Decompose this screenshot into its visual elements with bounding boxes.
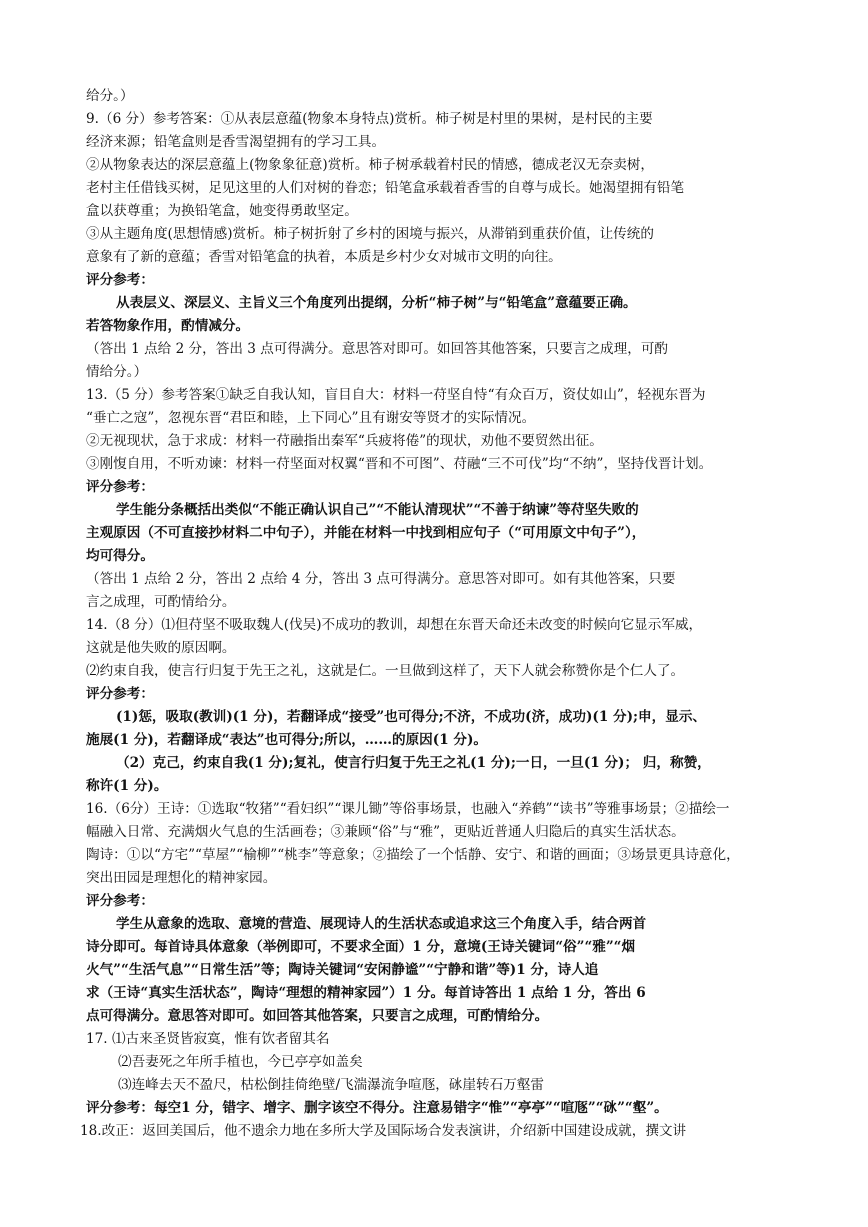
scoring-text-line: 学生能分条概括出类似“不能正确认识自己”“不能认清现状”“不善于纳谏”等苻坚失败的 [116, 502, 639, 518]
answer-text-line: 这就是他失败的原因啊。 [86, 640, 236, 656]
answer-text-line: ⑵吾妻死之年所手植也，今已亭亭如盖矣 [118, 1054, 363, 1070]
scoring-text-line: 施展(1 分)，若翻译成“表达”也可得分;所以，……的原因(1 分)。 [86, 732, 488, 748]
answer-text-line: 老村主任借钱买树，足见这里的人们对树的眷恋；铅笔盒承载着香雪的自尊与成长。她渴望拥有铅笔 [86, 180, 685, 196]
scoring-text-line: （2）克己，约束自我(1 分);复礼，使言行归复于先王之礼(1 分);一日，一旦(1 分)； 归，称赞， [116, 755, 711, 771]
answer-text-line: 幅融入日常、充满烟火气息的生活画卷；③兼顾“俗”与“雅”，更贴近普通人归隐后的真实生活状态。 [86, 824, 685, 840]
scoring-text-line: 评分参考： [86, 893, 154, 909]
answer-text-line: 18.改正：返回美国后，他不遗余力地在多所大学及国际场合发表演讲，介绍新中国建设成就，撰文讲 [80, 1123, 687, 1139]
answer-text-line: 13.（5 分）参考答案①缺乏自我认知，盲目自大：材料一苻坚自恃“有众百万，资仗如山”，轻视东晋为 [86, 387, 706, 403]
answer-text-line: 9.（6 分）参考答案：①从表层意蕴(物象本身特点)赏析。柿子树是村里的果树，是村民的主要 [86, 111, 653, 127]
answer-text-line: 陶诗：①以“方宅”“草屋”“榆柳”“桃李”等意象；②描绘了一个恬静、安宁、和谐的画面；③场景更具诗意化， [86, 847, 740, 863]
scoring-text-line: 主观原因（不可直接抄材料二中句子），并能在材料一中找到相应句子（“可用原文中句子”）， [86, 525, 646, 541]
answer-text-line: 17. ⑴古来圣贤皆寂寞，惟有饮者留其名 [86, 1031, 330, 1047]
answer-text-line: 突出田园是理想化的精神家园。 [86, 870, 277, 886]
scoring-text-line: 学生从意象的选取、意境的营造、展现诗人的生活状态或追求这三个角度入手，结合两首 [116, 916, 647, 932]
answer-text-line: 意象有了新的意蕴；香雪对铅笔盒的执着，本质是乡村少女对城市文明的向往。 [86, 249, 562, 265]
answer-text-line: 言之成理，可酌情给分。 [86, 594, 236, 610]
answer-text-line: ②无视现状，急于求成：材料一苻融指出秦军“兵疲将倦”的现状，劝他不要贸然出征。 [86, 433, 603, 449]
answer-text-line: ⑵约束自我，使言行归复于先王之礼，这就是仁。一旦做到这样了，天下人就会称赞你是个仁人了。 [86, 663, 685, 679]
answer-text-line: “垂亡之寇”，忽视东晋“君臣和睦，上下同心”且有谢安等贤才的实际情况。 [86, 410, 536, 426]
scoring-text-line: 均可得分。 [86, 548, 154, 564]
scoring-text-line: 评分参考：每空1 分，错字、增字、删字该空不得分。注意易错字“惟”“亭亭”“喧豗”“砯”“壑”。 [86, 1100, 668, 1116]
answer-text-line: 给分。） [86, 88, 134, 104]
answer-text-line: ③刚愎自用，不听劝谏：材料一苻坚面对权翼“晋和不可图”、苻融“三不可伐”均“不纳”，坚持伐晋计划。 [86, 456, 713, 472]
scoring-text-line: 从表层义、深层义、主旨义三个角度列出提纲，分析“柿子树”与“铅笔盒”意蕴要正确。 [116, 295, 637, 311]
answer-text-line: ③从主题角度(思想情感)赏析。柿子树折射了乡村的困境与振兴，从滞销到重获价值，让传统的 [86, 226, 654, 242]
answer-text-line: ②从物象表达的深层意蕴上(物象象征意)赏析。柿子树承载着村民的情感，德成老汉无奈卖树， [86, 157, 654, 173]
scoring-text-line: 火气”“生活气息”“日常生活”等；陶诗关键词“安闲静谧”“宁静和谐”等)1 分，诗人追 [86, 962, 599, 978]
scoring-text-line: 若答物象作用，酌情减分。 [86, 318, 250, 334]
scoring-text-line: 诗分即可。每首诗具体意象（举例即可，不要求全面）1 分，意境(王诗关键词“俗”“雅”“烟 [86, 939, 636, 955]
scoring-text-line: 点可得满分。意思答对即可。如回答其他答案，只要言之成理，可酌情给分。 [86, 1008, 549, 1024]
scoring-text-line: 称许(1 分)。 [86, 778, 168, 794]
scoring-text-line: 评分参考： [86, 272, 154, 288]
answer-text-line: 盒以获尊重；为换铅笔盒，她变得勇敢坚定。 [86, 203, 358, 219]
answer-text-line: 14.（8 分）⑴但苻坚不吸取魏人(伐吴)不成功的教训，却想在东晋天命还未改变的时候向它显示军威， [86, 617, 703, 633]
scoring-text-line: 评分参考： [86, 686, 154, 702]
scoring-text-line: 求（王诗“真实生活状态”，陶诗“理想的精神家园”）1 分。每首诗答出 1 点给 1 分，答出 6 [86, 985, 646, 1001]
answer-text-line: （答出 1 点给 2 分，答出 3 点可得满分。意思答对即可。如回答其他答案，只要言之成理，可酌 [86, 341, 669, 357]
answer-text-line: ⑶连峰去天不盈尺，枯松倒挂倚绝壁/飞湍瀑流争喧豗，砯崖转石万壑雷 [118, 1077, 544, 1093]
scoring-text-line: (1)惩，吸取(教训)(1 分)，若翻译成“接受”也可得分;不济，不成功(济，成功)(1 分);申，显示、 [116, 709, 707, 725]
scoring-text-line: 评分参考： [86, 479, 154, 495]
answer-text-line: 16.（6分）王诗：①选取“牧猪”“看妇织”“课儿锄”等俗事场景，也融入“养鹤”“读书”等雅事场景；②描绘一 [86, 801, 730, 817]
answer-text-line: 情给分。） [86, 364, 148, 380]
answer-text-line: （答出 1 点给 2 分，答出 2 点给 4 分，答出 3 点可得满分。意思答对即可。如有其他答案，只要 [86, 571, 676, 587]
answer-text-line: 经济来源；铅笔盒则是香雪渴望拥有的学习工具。 [86, 134, 386, 150]
